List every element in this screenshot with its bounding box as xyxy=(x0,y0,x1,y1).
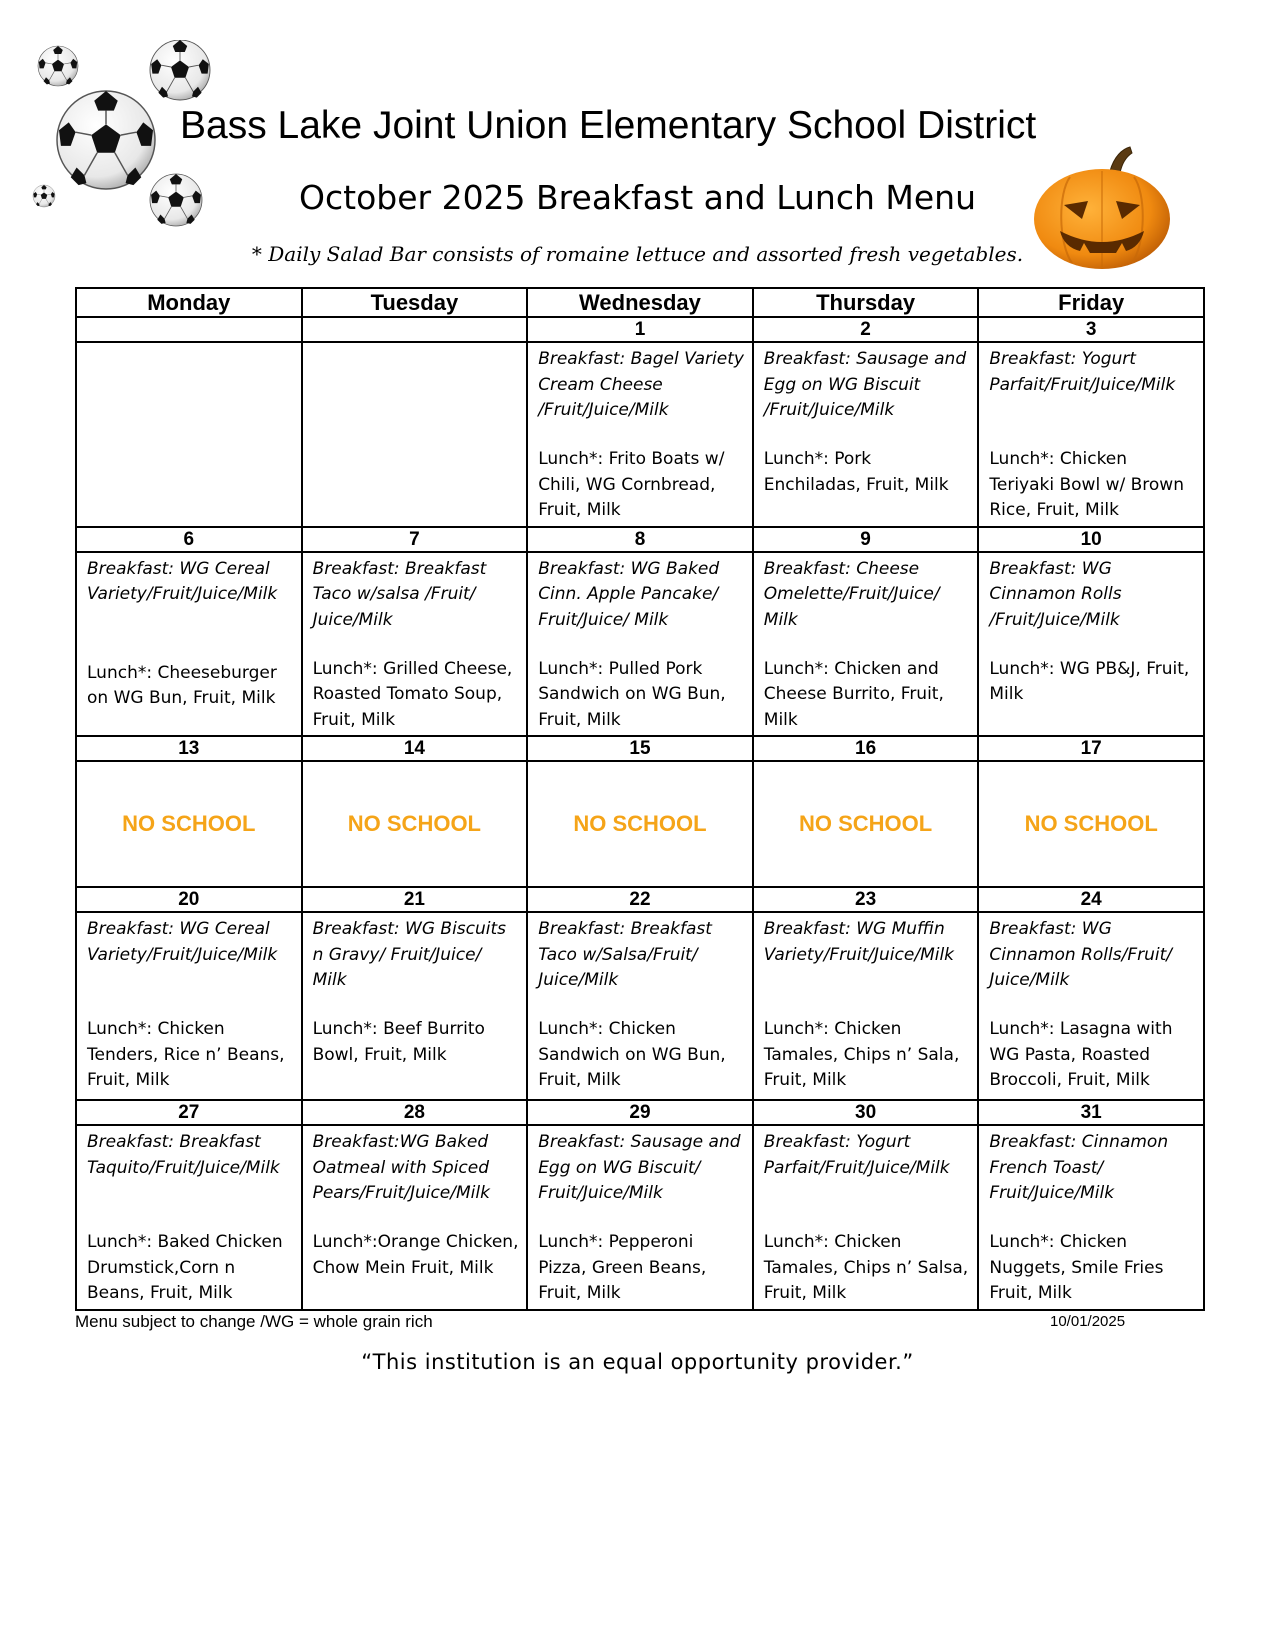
menu-cell xyxy=(978,342,1204,527)
menu-cell xyxy=(753,342,979,527)
menu-cell xyxy=(527,1125,753,1310)
menu-subtitle: October 2025 Breakfast and Lunch Menu xyxy=(299,178,976,217)
lunch-text: Lunch*: Chicken Tamales, Chips n’ Salsa, Fruit, Milk xyxy=(763,1232,969,1303)
breakfast-text: Breakfast: WG Baked Cinn. Apple Pancake/ Fruit/Juice/ Milk xyxy=(538,558,720,630)
soccer-ball-icon xyxy=(57,91,155,189)
menu-cell xyxy=(302,552,528,737)
breakfast-text: Breakfast: WG Muffin Variety/Fruit/Juice/Milk xyxy=(763,919,955,965)
date-number: 23 xyxy=(753,887,979,912)
date-number: 15 xyxy=(527,736,753,761)
date-number: 14 xyxy=(302,736,528,761)
date-number: 7 xyxy=(302,527,528,552)
lunch-text: Lunch*: Pork Enchiladas, Fruit, Milk xyxy=(763,449,949,495)
lunch-text: Lunch*: Pepperoni Pizza, Green Beans, Fruit, Milk xyxy=(538,1232,707,1303)
soccer-ball-icon xyxy=(150,40,210,100)
no-school-label: NO SCHOOL xyxy=(302,761,528,887)
menu-cell xyxy=(76,912,302,1100)
breakfast-text: Breakfast:WG Baked Oatmeal with Spiced Pears/Fruit/Juice/Milk xyxy=(312,1132,490,1203)
menu-cell xyxy=(978,912,1204,1100)
date-number: 29 xyxy=(527,1100,753,1125)
lunch-text: Lunch*: Cheeseburger on WG Bun, Fruit, Milk xyxy=(87,662,277,708)
breakfast-text: Breakfast: WG Cereal Variety/Fruit/Juice/Milk xyxy=(87,558,278,604)
date-number: 1 xyxy=(527,317,753,342)
date-number: 20 xyxy=(76,887,302,912)
menu-cell xyxy=(527,912,753,1100)
menu-cell xyxy=(527,552,753,737)
breakfast-text: Breakfast: Yogurt Parfait/Fruit/Juice/Milk xyxy=(989,349,1176,395)
breakfast-text: Breakfast: Breakfast Taquito/Fruit/Juice/Milk xyxy=(87,1132,280,1178)
menu-cell xyxy=(302,342,528,527)
lunch-text: Lunch*: Chicken and Cheese Burrito, Fruit, Milk xyxy=(763,658,944,730)
lunch-text: Lunch*: Chicken Tamales, Chips n’ Sala, Fruit, Milk xyxy=(763,1019,960,1090)
date-number: 22 xyxy=(527,887,753,912)
date-number xyxy=(76,317,302,342)
menu-cell xyxy=(978,1125,1204,1310)
day-header-monday: Monday xyxy=(76,288,302,317)
date-number: 27 xyxy=(76,1100,302,1125)
lunch-text: Lunch*: Chicken Teriyaki Bowl w/ Brown Rice, Fruit, Milk xyxy=(989,449,1184,520)
lunch-text: Lunch*: Chicken Tenders, Rice n’ Beans, Fruit, Milk xyxy=(87,1019,285,1090)
lunch-text: Lunch*: Chicken Sandwich on WG Bun, Fruit, Milk xyxy=(538,1019,726,1090)
date-number: 10 xyxy=(978,527,1204,552)
lunch-text: Lunch*: Beef Burrito Bowl, Fruit, Milk xyxy=(312,1019,485,1065)
date-number: 30 xyxy=(753,1100,979,1125)
day-header-friday: Friday xyxy=(978,288,1204,317)
date-number xyxy=(302,317,528,342)
breakfast-text: Breakfast: WG Cereal Variety/Fruit/Juice/Milk xyxy=(87,919,278,965)
lunch-text: Lunch*: Grilled Cheese, Roasted Tomato Soup, Fruit, Milk xyxy=(312,658,513,730)
breakfast-text: Breakfast: Cinnamon French Toast/ Fruit/Juice/Milk xyxy=(989,1132,1169,1203)
date-number: 2 xyxy=(753,317,979,342)
menu-cell xyxy=(527,342,753,527)
menu-cell xyxy=(978,552,1204,737)
lunch-text: Lunch*: Pulled Pork Sandwich on WG Bun, Fruit, Milk xyxy=(538,658,726,730)
menu-cell xyxy=(76,342,302,527)
breakfast-text: Breakfast: WG Cinnamon Rolls/Fruit/ Juice/Milk xyxy=(989,919,1172,990)
day-header-thursday: Thursday xyxy=(753,288,979,317)
breakfast-text: Breakfast: WG Biscuits n Gravy/ Fruit/Juice/ Milk xyxy=(312,919,507,990)
breakfast-text: Breakfast: WG Cinnamon Rolls /Fruit/Juice/Milk xyxy=(989,558,1122,630)
menu-calendar xyxy=(75,287,1205,1311)
lunch-text: Lunch*: Chicken Nuggets, Smile Fries Fruit, Milk xyxy=(989,1232,1164,1303)
menu-cell xyxy=(76,552,302,737)
breakfast-text: Breakfast: Breakfast Taco w/Salsa/Fruit/ Juice/Milk xyxy=(538,919,712,990)
day-header-wednesday: Wednesday xyxy=(527,288,753,317)
date-number: 6 xyxy=(76,527,302,552)
district-title: Bass Lake Joint Union Elementary School District xyxy=(180,104,1037,147)
date-number: 3 xyxy=(978,317,1204,342)
date-number: 21 xyxy=(302,887,528,912)
soccer-ball-icon xyxy=(38,46,78,86)
menu-cell xyxy=(753,552,979,737)
date-number: 31 xyxy=(978,1100,1204,1125)
lunch-text: Lunch*: Lasagna with WG Pasta, Roasted Broccoli, Fruit, Milk xyxy=(989,1019,1173,1090)
no-school-label: NO SCHOOL xyxy=(76,761,302,887)
breakfast-text: Breakfast: Sausage and Egg on WG Biscuit/ Fruit/Juice/Milk xyxy=(538,1132,741,1203)
no-school-label: NO SCHOOL xyxy=(978,761,1204,887)
no-school-label: NO SCHOOL xyxy=(527,761,753,887)
date-number: 16 xyxy=(753,736,979,761)
date-number: 24 xyxy=(978,887,1204,912)
menu-cell xyxy=(302,912,528,1100)
lunch-text: Lunch*: Frito Boats w/ Chili, WG Cornbread, Fruit, Milk xyxy=(538,449,725,520)
footer-note: Menu subject to change /WG = whole grain rich xyxy=(75,1312,433,1331)
date-number: 17 xyxy=(978,736,1204,761)
footer-date: 10/01/2025 xyxy=(1050,1313,1126,1330)
lunch-text: Lunch*: Baked Chicken Drumstick,Corn n Beans, Fruit, Milk xyxy=(87,1232,283,1303)
equal-opportunity-statement: “This institution is an equal opportunity provider.” xyxy=(361,1350,914,1374)
breakfast-text: Breakfast: Yogurt Parfait/Fruit/Juice/Milk xyxy=(763,1132,950,1178)
day-header-tuesday: Tuesday xyxy=(302,288,528,317)
breakfast-text: Breakfast: Bagel Variety Cream Cheese /Fruit/Juice/Milk xyxy=(538,349,744,420)
breakfast-text: Breakfast: Sausage and Egg on WG Biscuit /Fruit/Juice/Milk xyxy=(763,349,967,420)
breakfast-text: Breakfast: Breakfast Taco w/salsa /Fruit/ Juice/Milk xyxy=(312,558,487,630)
date-number: 28 xyxy=(302,1100,528,1125)
menu-cell xyxy=(302,1125,528,1310)
menu-cell xyxy=(76,1125,302,1310)
menu-cell xyxy=(753,1125,979,1310)
lunch-text: Lunch*: WG PB&J, Fruit, Milk xyxy=(989,658,1190,704)
lunch-text: Lunch*:Orange Chicken, Chow Mein Fruit, Milk xyxy=(312,1232,519,1278)
menu-cell xyxy=(753,912,979,1100)
breakfast-text: Breakfast: Cheese Omelette/Fruit/Juice/ Milk xyxy=(763,558,940,630)
salad-bar-note: * Daily Salad Bar consists of romaine lettuce and assorted fresh vegetables. xyxy=(251,242,1024,266)
no-school-label: NO SCHOOL xyxy=(753,761,979,887)
date-number: 8 xyxy=(527,527,753,552)
date-number: 13 xyxy=(76,736,302,761)
date-number: 9 xyxy=(753,527,979,552)
